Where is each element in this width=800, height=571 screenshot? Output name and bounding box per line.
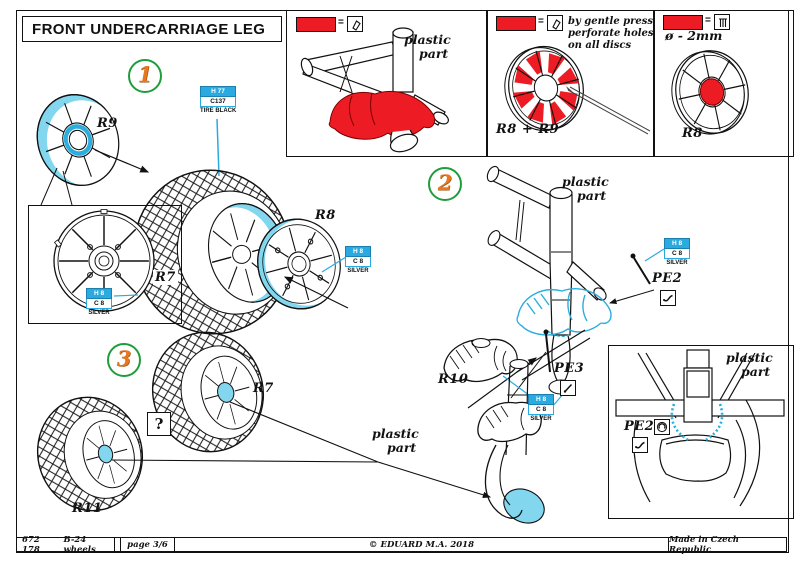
plastic-part-label: plastic xyxy=(372,426,419,441)
color-callout-silver: H 8 C 8 SILVER xyxy=(664,238,690,266)
pe-part-icon xyxy=(634,439,646,451)
equals-sign: = xyxy=(705,15,711,26)
equals-sign: = xyxy=(538,16,544,27)
pe2-checkbox xyxy=(632,437,648,453)
color-callout-silver: H 8 C 8 SILVER xyxy=(345,246,371,274)
part-label-r8-r9: R8 + R9 xyxy=(496,122,560,137)
part-label-pe2: PE2 xyxy=(652,271,683,286)
plastic-part-label: plastic xyxy=(562,174,609,189)
plastic-part-label: plastic xyxy=(726,350,773,365)
step-2-badge: 2 xyxy=(428,167,462,201)
optional-question-box: ? xyxy=(147,412,171,436)
plastic-part-label: plastic xyxy=(404,32,451,47)
pe-part-icon xyxy=(662,292,674,304)
part-label-r8: R8 xyxy=(315,208,336,223)
part-label-pe3: PE3 xyxy=(554,361,585,376)
resin-color-swatch xyxy=(496,16,536,31)
footer-bar xyxy=(16,534,787,555)
plastic-part-label: part xyxy=(419,46,449,61)
panel-mudguard xyxy=(286,10,488,157)
drill-size-note: ø - 2mm xyxy=(665,28,723,43)
color-callout-tire-black: H 77 C137 TIRE BLACK xyxy=(200,88,237,114)
part-label-r8: R8 xyxy=(682,126,703,141)
resin-part-icon xyxy=(347,16,363,32)
plastic-part-label: part xyxy=(577,188,607,203)
product-name: B-24 wheels xyxy=(63,534,96,555)
page-number: page 3/6 xyxy=(127,539,168,550)
part-label-r7: R7 xyxy=(155,270,176,285)
footer-page-cell xyxy=(121,538,175,551)
plastic-part-label: part xyxy=(387,440,417,455)
footer-origin-cell xyxy=(668,534,786,555)
part-label-pe2: PE2 xyxy=(624,419,655,434)
part-label-r11: R11 xyxy=(72,501,103,516)
equals-sign: = xyxy=(338,17,344,28)
perforate-note: by gentle press perforate holes on all discs xyxy=(568,16,654,51)
copyright: © EDUARD M.A. 2018 xyxy=(369,539,474,550)
part-label-r9: R9 xyxy=(97,116,118,131)
plastic-part-label: part xyxy=(741,364,771,379)
resin-color-swatch xyxy=(296,17,336,32)
color-callout-silver: H 8 C 8 SILVER xyxy=(86,288,112,316)
made-in: Made in Czech Republic xyxy=(669,534,739,555)
step-1-badge: 1 xyxy=(128,59,162,93)
part-label-r10: R10 xyxy=(438,372,469,387)
step-3-badge: 3 xyxy=(107,343,141,377)
pe-part-icon xyxy=(562,382,574,394)
footer-catalog-cell xyxy=(17,534,115,555)
pe2-checkbox xyxy=(660,290,676,306)
catalog-number: 672 178 xyxy=(22,534,40,555)
color-callout-silver: H 8 C 8 SILVER xyxy=(528,394,554,422)
pe3-checkbox xyxy=(560,380,576,396)
title-box xyxy=(22,16,282,42)
bend-icon xyxy=(654,419,670,435)
page-title: FRONT UNDERCARRIAGE LEG xyxy=(32,21,266,38)
resin-part-icon xyxy=(547,15,563,31)
footer-copyright-cell xyxy=(175,538,668,551)
part-label-r7: R7 xyxy=(253,381,274,396)
